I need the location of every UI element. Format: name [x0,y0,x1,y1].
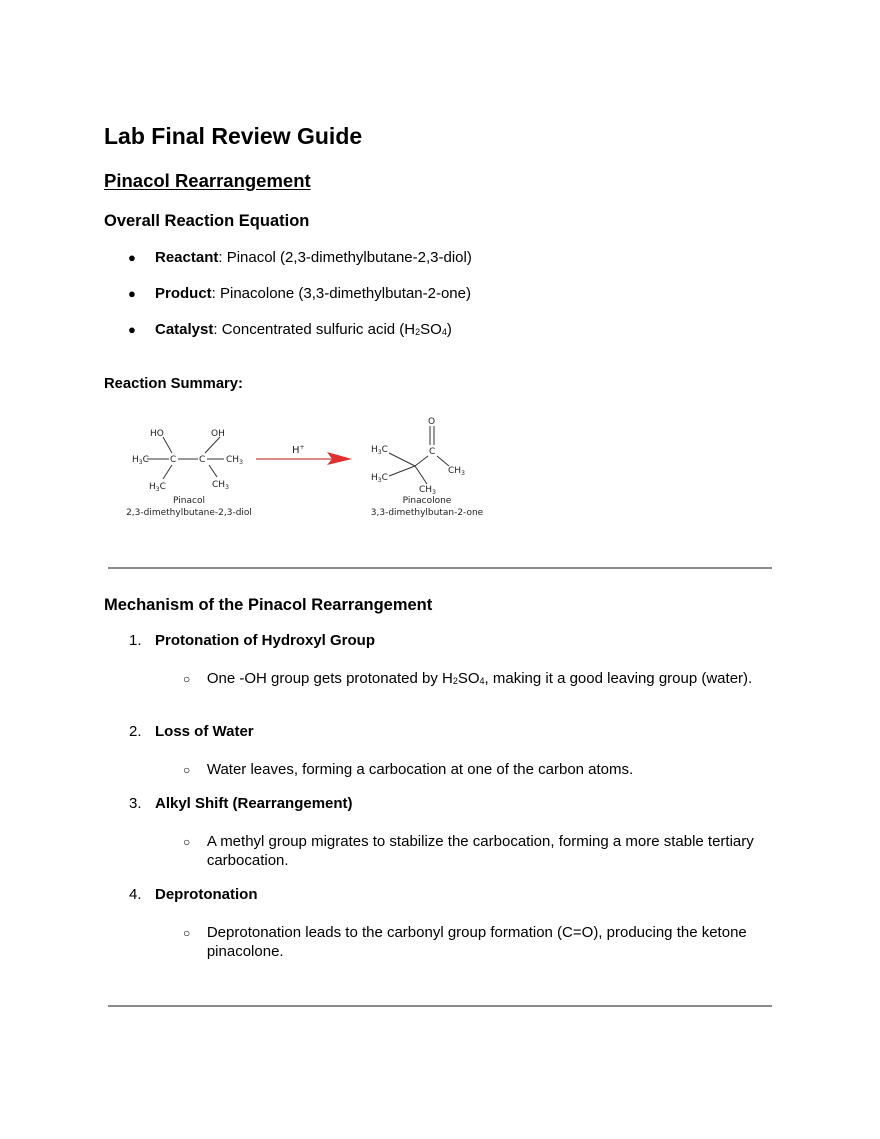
step-2 [129,723,254,740]
section-title: Pinacol Rearrangement [104,170,311,191]
list-item-product [128,285,471,302]
step-detail-text: Water leaves, forming a carbocation at one of the carbon atoms. [206,761,634,778]
catalyst-text: : Concentrated sulfuric acid $(H_2SO_4)$ [213,321,452,338]
step-3 [129,795,353,812]
product-label: Product [155,285,212,302]
svg-text:CH3: $CH_3$ [448,466,465,477]
circle-bullet-icon: ○ [183,926,191,940]
step-detail-text: One -OH group gets protonated by $H_2SO_4$, making it a good leaving group (water). [206,670,753,687]
svg-text:H3C: $H_3C$ [149,482,166,493]
svg-text:HO: HO [150,429,164,439]
svg-text:OH: OH [211,429,225,439]
svg-text:H3C: $H_3C$ [371,445,388,456]
reactant-caption-iupac: 2,3-dimethylbutane-2,3-diol [126,508,252,518]
reactant-text: : Pinacol (2,3-dimethylbutane-2,3-diol) [218,249,472,266]
reaction-summary-heading: Reaction Summary: [104,376,243,392]
svg-text:C: C [429,447,436,457]
product-text: : Pinacolone (3,3-dimethylbutan-2-one) [211,285,471,302]
document-title: Lab Final Review Guide [104,123,363,149]
step-4-detail [183,923,783,961]
bullet-icon: ● [128,250,136,265]
step-label: Protonation of Hydroxyl Group [155,632,375,649]
step-1 [129,632,375,649]
bullet-icon: ● [128,286,136,301]
product-caption-name: Pinacolone [402,496,452,506]
svg-text:H+: H+ [292,444,305,456]
bullet-icon: ● [128,322,136,337]
svg-text:H3C: $H_3C$ [371,473,388,484]
step-2-detail [183,760,783,780]
svg-text:CH3: $CH_3$ [419,485,436,496]
step-label: Loss of Water [155,723,254,740]
svg-text:C: C [199,455,206,465]
step-number: 2. [129,723,142,740]
step-detail-text: Deprotonation leads to the carbonyl group formation (C=O), producing the ketone pinacolone. [206,924,747,960]
svg-text:O: O [428,417,436,427]
step-label: Alkyl Shift (Rearrangement) [155,795,353,812]
mechanism-heading: Mechanism of the Pinacol Rearrangement [104,596,433,614]
svg-text:C: C [170,455,177,465]
svg-text:H3C: $H_3C$ [132,455,149,466]
reaction-scheme-figure [125,412,490,524]
step-1-detail [183,669,783,691]
catalyst-label: Catalyst [155,321,214,338]
svg-text:CH3: $CH_3$ [212,480,229,491]
reaction-scheme-svg [125,412,490,524]
circle-bullet-icon: ○ [183,672,191,686]
step-4 [129,886,258,903]
horizontal-rule [108,1005,772,1007]
svg-text:CH3: $CH_3$ [226,455,243,466]
circle-bullet-icon: ○ [183,835,191,849]
overall-reaction-heading: Overall Reaction Equation [104,212,310,230]
horizontal-rule [108,567,772,569]
circle-bullet-icon: ○ [183,763,191,777]
list-item-reactant [128,249,472,266]
step-3-detail [183,832,783,870]
step-number: 4. [129,886,142,903]
reactant-caption-name: Pinacol [173,496,205,506]
product-caption-iupac: 3,3-dimethylbutan-2-one [370,508,484,518]
step-number: 3. [129,795,142,812]
step-label: Deprotonation [155,886,258,903]
step-number: 1. [129,632,142,649]
list-item-catalyst [128,321,452,338]
step-detail-text: A methyl group migrates to stabilize the carbocation, forming a more stable tertiary carbocation. [206,833,754,869]
reactant-label: Reactant [155,249,219,266]
